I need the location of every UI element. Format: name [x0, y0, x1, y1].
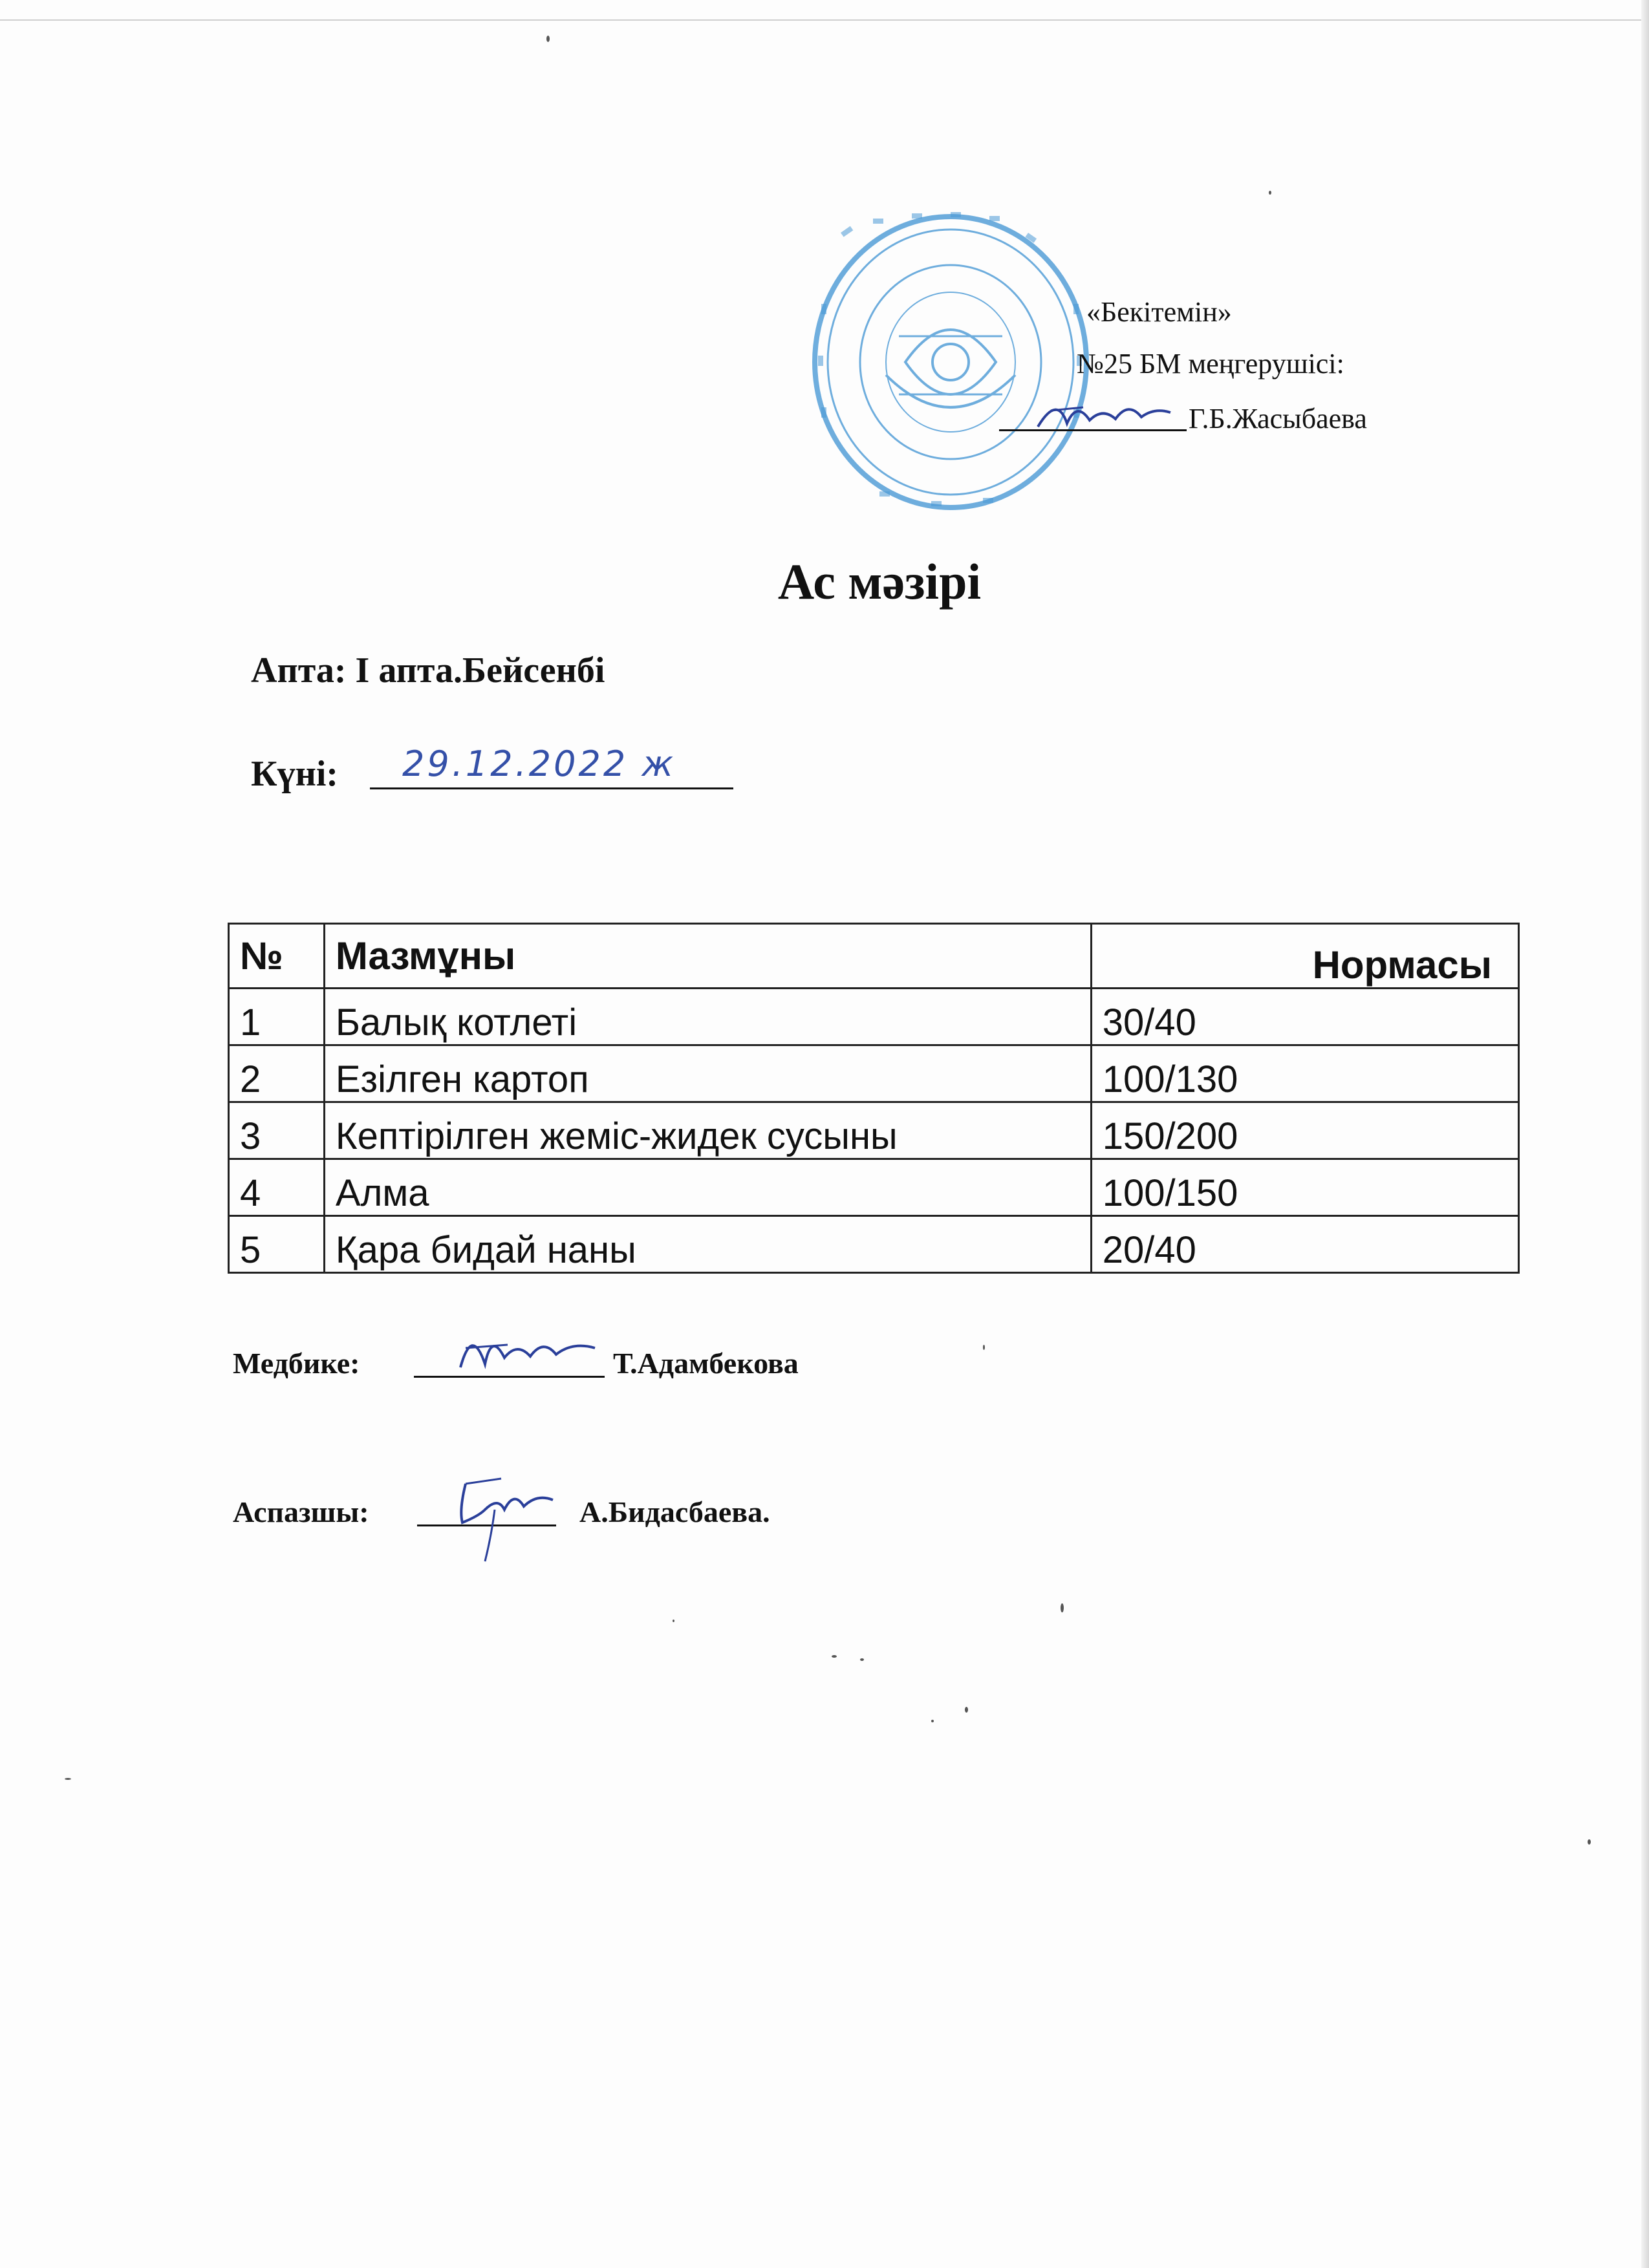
approval-name: Г.Б.Жасыбаева — [1189, 403, 1367, 434]
scan-edge-right — [1641, 0, 1649, 2268]
approval-head-title: №25 БМ меңгерушісі: — [1077, 348, 1344, 380]
day-label: Күні: — [251, 754, 339, 794]
header-number: № — [229, 924, 325, 989]
row-item: Қара бидай наны — [324, 1216, 1091, 1273]
scan-edge-top — [0, 19, 1649, 21]
row-number: 4 — [229, 1159, 325, 1216]
approval-signature — [1031, 388, 1180, 440]
cook-name: А.Бидасбаева. — [579, 1495, 770, 1528]
official-seal — [802, 207, 1099, 517]
table-row — [229, 1102, 1519, 1159]
week-line: Апта: І апта.Бейсенбі — [251, 650, 605, 690]
nurse-label: Медбике: — [233, 1347, 360, 1380]
row-number: 1 — [229, 989, 325, 1045]
handwritten-date: 29.12.2022 ж — [402, 744, 676, 784]
row-item: Кептірілген жеміс-жидек сусыны — [324, 1102, 1091, 1159]
row-norm: 30/40 — [1091, 989, 1518, 1045]
row-norm: 150/200 — [1091, 1102, 1518, 1159]
table-row — [229, 989, 1519, 1045]
page-title: Ас мәзірі — [777, 553, 982, 610]
nurse-name: Т.Адамбекова — [613, 1347, 799, 1380]
row-number: 2 — [229, 1045, 325, 1102]
header-content: Мазмұны — [324, 924, 1091, 989]
cook-signature — [440, 1471, 569, 1568]
row-item: Алма — [324, 1159, 1091, 1216]
nurse-signature — [453, 1319, 601, 1377]
menu-table — [228, 923, 1520, 1274]
table-row — [229, 1159, 1519, 1216]
row-item: Езілген картоп — [324, 1045, 1091, 1102]
row-number: 3 — [229, 1102, 325, 1159]
row-number: 5 — [229, 1216, 325, 1273]
day-underline — [370, 787, 733, 789]
cook-label: Аспазшы: — [233, 1495, 369, 1528]
approval-quote: «Бекітемін» — [1086, 296, 1232, 328]
header-norm: Нормасы — [1091, 924, 1518, 989]
row-norm: 100/150 — [1091, 1159, 1518, 1216]
row-norm: 100/130 — [1091, 1045, 1518, 1102]
table-header-row — [229, 924, 1519, 989]
row-norm: 20/40 — [1091, 1216, 1518, 1273]
table-row — [229, 1045, 1519, 1102]
row-item: Балық котлеті — [324, 989, 1091, 1045]
table-row — [229, 1216, 1519, 1273]
